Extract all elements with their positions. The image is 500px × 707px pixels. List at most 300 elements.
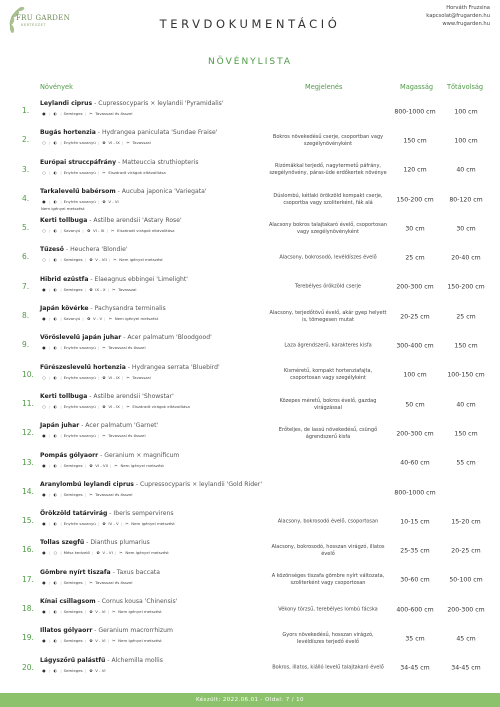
logo-text: FRU GARDEN (16, 14, 71, 22)
plant-name: Kínai csillagsom - Cornus kousa 'Chinensis' (40, 598, 178, 606)
scissors-icon: ✂ (125, 521, 129, 527)
plant-care-info: ● | ◐ | Enyhén savanyú | ✂ Tavasszal és ősszel (42, 433, 146, 439)
soil-type: Semleges (63, 609, 83, 615)
scissors-icon: ✂ (102, 169, 106, 175)
plant-latin-name: Matteuccia struthiopteris (122, 158, 199, 166)
soil-type: Semleges (63, 111, 83, 116)
plant-care-info: ● | ◐ | Semleges | ✿ V - VI (42, 667, 106, 673)
light-need-icon: ◐ (53, 198, 58, 204)
light-need-icon: ◐ (53, 140, 58, 146)
contact-website[interactable]: www.frugarden.hu (442, 21, 490, 28)
document-title: TERVDOKUMENTÁCIÓ (159, 17, 341, 31)
plant-common-name: Lágyszőrű palástfű (40, 656, 106, 664)
water-need-icon: ○ (42, 403, 46, 409)
soil-type: Enyhén savanyú (63, 374, 96, 380)
plant-spread: 40 cm (456, 401, 476, 409)
light-need-icon: ◐ (53, 257, 58, 263)
bloom-period: V - V (92, 316, 103, 322)
plant-spread: 55 cm (456, 459, 476, 467)
page-header (0, 0, 500, 46)
flower-icon: ✿ (89, 667, 93, 673)
pruning-note: Nem igényel metszést (125, 550, 169, 556)
plant-common-name: Gömbre nyírt tiszafa (40, 568, 111, 576)
plant-care-info: ○ | ◐ | Savanyú | ✿ VI - IX | ✂ Elszáradt virágok eltávolítása (42, 228, 175, 234)
plant-height: 200-300 cm (396, 430, 434, 438)
plant-name: Tarkalevelű babérsom - Aucuba japonica 'Variegata' (40, 187, 207, 195)
plant-common-name: Kerti tollbuga (40, 217, 88, 225)
plant-care-info: ● | ◐ | Semleges | ✿ IX - X | ✂ Tavasszal (42, 286, 137, 292)
plant-height: 40-60 cm (400, 459, 430, 467)
table-row (0, 566, 500, 595)
row-number: 20. (22, 662, 34, 672)
plant-height: 150 cm (403, 137, 427, 145)
table-row (0, 126, 500, 155)
water-need-icon: ● (42, 521, 46, 527)
row-number: 4. (22, 193, 30, 203)
plant-name: Japán juhar - Acer palmatum 'Garnet' (40, 422, 159, 430)
plant-description: Gyors növekedésű, hosszan virágzó, levéldíszes terjedő évelő (282, 631, 374, 645)
plant-care-info: ○ | ◐ | Enyhén savanyú | ✿ VI - IX | ✂ Tavasszal (42, 374, 151, 380)
table-row (0, 331, 500, 360)
table-row (0, 361, 500, 390)
column-header-spread: Tőtávolság (447, 83, 484, 91)
light-need-icon: ◐ (53, 228, 58, 234)
water-need-icon: ● (42, 491, 46, 497)
plant-height: 34-45 cm (400, 664, 430, 672)
plant-height: 20-25 cm (400, 313, 430, 321)
bloom-period: VI - IX (108, 403, 120, 409)
plant-latin-name: Astilbe arendsii 'Astary Rose' (93, 217, 182, 225)
flower-icon: ✿ (102, 403, 106, 409)
table-row (0, 214, 500, 243)
row-number: 17. (22, 574, 34, 584)
plant-spread: 150 cm (454, 342, 478, 350)
plant-description: Kisméretű, kompakt hortenziafajta, csoportosan vagy szegélyként (283, 368, 373, 382)
water-need-icon: ● (42, 111, 46, 116)
plant-description: Alacsony, terjedőtövű évelő, akár gyep helyett is, tömegesen mutat (269, 309, 387, 323)
plant-latin-name: Cornus kousa 'Chinensis' (101, 598, 178, 606)
plant-name: Hibrid ezüstfa - Elaeagnus ebbingei 'Limelight' (40, 275, 188, 283)
plant-common-name: Kínai csillagsom (40, 598, 96, 606)
plant-latin-name: Hydrangea paniculata 'Sundae Fraise' (101, 129, 218, 137)
plant-spread: 100 cm (454, 108, 478, 116)
plant-care-info: ● | ◐ | Semleges | ✿ V - VI | ✂ Nem igényel metszést (42, 638, 162, 644)
plant-common-name: Tarkalevelű babérsom (40, 187, 116, 195)
flower-icon: ✿ (96, 550, 100, 556)
flower-icon: ✿ (102, 521, 106, 527)
table-row (0, 654, 500, 683)
light-need-icon: ◐ (53, 462, 58, 468)
table-row (0, 302, 500, 331)
row-number: 8. (22, 311, 30, 321)
plant-care-info: ● | ◐ | Semleges | ✿ V - VI | ✂ Nem igényel metszést (42, 609, 162, 615)
plant-name: Európai struccpáfrány - Matteuccia struthiopteris (40, 158, 199, 166)
plant-description: Terebélyes örökzöld cserje (295, 283, 361, 290)
plant-care-info: ● | ○ | Mész kedvelő | ✿ V - VI | ✂ Nem igényel metszést (42, 550, 169, 556)
row-number: 6. (22, 252, 30, 262)
plant-latin-name: Heuchera 'Blondie' (70, 246, 128, 254)
plant-name: Japán kövérke - Pachysandra terminalis (40, 305, 166, 313)
plant-height: 100 cm (403, 371, 427, 379)
soil-type: Savanyú (63, 228, 81, 234)
plant-spread: 100 cm (454, 137, 478, 145)
water-need-icon: ○ (42, 140, 46, 146)
row-number: 7. (22, 281, 30, 291)
pruning-note-secondary: Nem igényel metszést (41, 205, 85, 211)
plant-height: 150-200 cm (396, 196, 434, 204)
soil-type: Semleges (63, 579, 83, 585)
plant-name: Kerti tollbuga - Astilbe arendsii 'Astary Rose' (40, 217, 182, 225)
flower-icon: ✿ (89, 286, 93, 292)
water-need-icon: ● (42, 638, 46, 644)
plant-name: Örökzöld tatárvirág - Iberis sempervirens (40, 510, 174, 518)
column-header-notes: Megjelenés (305, 83, 343, 91)
plant-common-name: Európai struccpáfrány (40, 158, 117, 166)
bloom-period: VI - IX (92, 228, 105, 234)
plant-spread: 20-25 cm (451, 547, 481, 555)
plant-care-info: ○ | ◐ | Enyhén savanyú | ✿ VI - IX | ✂ Elszáradt virágok eltávolítása (42, 403, 190, 409)
table-row (0, 185, 500, 214)
column-header-plants: Növények (40, 83, 73, 91)
contact-name: Horváth Fruzsina (446, 5, 490, 11)
pruning-note: Nem igényel metszést (118, 609, 162, 615)
plant-description: Alacsony bokros talajtakaró évelő, csoportosan vagy szegélynövényként (269, 221, 387, 235)
plant-name: Illatos gólyaorr - Geranium macrorrhizum (40, 627, 173, 635)
light-need-icon: ◐ (53, 638, 58, 644)
pruning-note: Nem igényel metszést (120, 462, 164, 468)
row-number: 2. (22, 135, 30, 145)
pruning-note: Tavasszal és ősszel (95, 491, 133, 497)
row-number: 18. (22, 604, 34, 614)
plant-care-info: ○ | ◐ | Enyhén savanyú | ✿ VI - IX | ✂ Tavasszal (42, 140, 151, 146)
light-need-icon: ◐ (53, 521, 58, 527)
plant-spread: 34-45 cm (451, 664, 481, 672)
bloom-period: V - VII (95, 257, 107, 263)
scissors-icon: ✂ (89, 579, 93, 585)
scissors-icon: ✂ (112, 638, 116, 644)
light-need-icon: ◐ (53, 111, 58, 116)
soil-type: Semleges (63, 491, 83, 497)
soil-type: Enyhén savanyú (63, 521, 96, 527)
plant-height: 25-35 cm (400, 547, 430, 555)
bloom-period: V - VI (102, 550, 113, 556)
plant-latin-name: Hydrangea serrata 'Bluebird' (131, 363, 220, 371)
scissors-icon: ✂ (89, 491, 93, 497)
water-need-icon: ● (42, 579, 46, 585)
flower-icon: ✿ (89, 257, 93, 263)
table-row (0, 449, 500, 478)
plant-spread: 40 cm (456, 166, 476, 174)
plant-care-info: ● | ◐ | Enyhén savanyú | ✂ Tavasszal és ősszel (42, 345, 146, 351)
plant-height: 200-300 cm (396, 283, 434, 291)
row-number: 15. (22, 516, 34, 526)
plant-common-name: Hibrid ezüstfa (40, 275, 89, 283)
pruning-note: Nem igényel metszést (119, 257, 163, 263)
water-need-icon: ● (42, 550, 46, 556)
table-row (0, 97, 500, 126)
soil-type: Enyhén savanyú (63, 433, 96, 439)
row-number: 13. (22, 457, 34, 467)
pruning-note: Tavasszal és ősszel (108, 433, 146, 439)
flower-icon: ✿ (102, 198, 106, 204)
light-need-icon: ◐ (53, 286, 58, 292)
bloom-period: V - VI (95, 667, 106, 673)
plant-care-info: ○ | ◐ | Semleges | ✿ V - VII | ✂ Nem igényel metszést (42, 257, 163, 263)
plant-name: Lágyszőrű palástfű - Alchemilla mollis (40, 656, 163, 664)
plant-name: Leylandi ciprus - Cupressocyparis × leylandii 'Pyramidalis' (40, 100, 224, 107)
scissors-icon: ✂ (102, 433, 106, 439)
plant-common-name: Vöröslevelű japán juhar (40, 334, 122, 342)
plant-spread: 150-200 cm (447, 283, 485, 291)
scissors-icon: ✂ (112, 609, 116, 615)
scissors-icon: ✂ (113, 257, 117, 263)
pruning-note: Elszáradt virágok eltávolítása (132, 403, 190, 409)
soil-type: Enyhén savanyú (63, 403, 96, 409)
water-need-icon: ○ (42, 228, 46, 234)
soil-type: Semleges (63, 257, 83, 263)
row-number: 1. (22, 106, 30, 115)
plant-latin-name: Acer palmatum 'Garnet' (85, 422, 159, 430)
water-need-icon: ● (42, 433, 46, 439)
row-number: 11. (22, 398, 34, 408)
flower-icon: ✿ (89, 609, 93, 615)
plant-spread: 100-150 cm (447, 371, 485, 379)
plant-common-name: Örökzöld tatárvirág (40, 510, 108, 518)
plant-latin-name: Pachysandra terminalis (94, 305, 166, 313)
pruning-note: Tavasszal és ősszel (95, 111, 133, 116)
soil-type: Mész kedvelő (63, 550, 90, 556)
plant-latin-name: Aucuba japonica 'Variegata' (121, 187, 207, 195)
light-need-icon: ◐ (53, 667, 58, 673)
water-need-icon: ● (42, 345, 46, 351)
plant-table (0, 97, 500, 683)
plant-spread: 25 cm (456, 313, 476, 321)
light-need-icon: ◐ (53, 316, 58, 322)
light-need-icon: ◐ (53, 491, 58, 497)
plant-latin-name: Alchemilla mollis (111, 656, 163, 664)
plant-description: Alacsony, bokrosodó, levéldíszes évelő (279, 254, 377, 261)
plant-common-name: Pompás gólyaorr (40, 451, 99, 459)
pruning-note: Nem igényel metszést (118, 638, 162, 644)
plant-height: 120 cm (403, 166, 427, 174)
section-title: NÖVÉNYLISTA (207, 57, 293, 67)
plant-height: 300-400 cm (396, 342, 434, 350)
plant-spread: 200-300 cm (447, 606, 485, 614)
plant-description: A közönséges tiszafa gömbre nyírt változata, szoliterként vagy csoportosan (271, 573, 385, 587)
bloom-period: VI - VII (95, 462, 108, 468)
light-need-icon: ◐ (53, 169, 58, 175)
scissors-icon: ✂ (126, 403, 130, 409)
plant-spread: 80-120 cm (449, 196, 483, 204)
pruning-note: Tavasszal (132, 374, 151, 380)
plant-description: Bokros növekedésű cserje, csoportban vagy szegélynövényként (272, 133, 384, 147)
plant-care-info: ● | ◐ | Savanyú | ✿ V - V | ✂ Nem igényel metszést (42, 316, 159, 322)
table-row (0, 156, 500, 185)
flower-icon: ✿ (102, 374, 106, 380)
plant-common-name: Fűrészeslevelű hortenzia (40, 363, 126, 371)
light-need-icon: ○ (53, 550, 58, 556)
row-number: 16. (22, 545, 34, 555)
plant-latin-name: Acer palmatum 'Bloodgood' (127, 334, 212, 342)
scissors-icon: ✂ (119, 550, 123, 556)
plant-care-info: ● | ◐ | Enyhén savanyú | ✿ IV - V | ✂ Nem igényel metszést (42, 521, 175, 527)
row-number: 9. (22, 340, 30, 350)
soil-type: Semleges (63, 667, 83, 673)
bloom-period: V - VI (95, 638, 106, 644)
plant-care-info: ● | ◐ | Semleges | ✂ Tavasszal és ősszel (42, 491, 133, 497)
water-need-icon: ○ (42, 374, 46, 380)
plant-description: Közepes méretű, bokros évelő, gazdag virágzással (279, 397, 377, 411)
plant-common-name: Tűzeső (40, 246, 64, 254)
plant-latin-name: Elaeagnus ebbingei 'Limelight' (94, 275, 188, 283)
logo-subtext: KERTÉSZET (21, 23, 47, 27)
soil-type: Semleges (63, 462, 83, 468)
water-need-icon: ○ (42, 169, 46, 175)
plant-name: Kerti tollbuga - Astilbe arendsii 'Showstar' (40, 392, 174, 400)
plant-latin-name: Geranium macrorrhizum (98, 627, 173, 635)
scissors-icon: ✂ (111, 228, 115, 234)
plant-common-name: Japán juhar (40, 422, 80, 430)
plant-name: Gömbre nyírt tiszafa - Taxus baccata (40, 568, 160, 576)
plant-description: Erőteljes, de lassú növekedésű, csüngő ágrendszerű kisfa (278, 426, 378, 440)
plant-description: Vékony törzsű, terebélyes lombú fácska (278, 606, 378, 613)
plant-height: 800-1000 cm (394, 108, 436, 116)
plant-description: Dúslombú, kétlaki örökzöld kompakt cserje, csoportba vagy szoliterként, fák alá (273, 192, 383, 206)
pruning-note: Nem igényel metszést (131, 521, 175, 527)
bloom-period: VI - IX (108, 140, 120, 146)
flower-icon: ✿ (89, 462, 93, 468)
pruning-note: Tavasszal és ősszel (108, 345, 146, 351)
table-row (0, 273, 500, 302)
table-row (0, 595, 500, 624)
light-need-icon: ◐ (53, 374, 58, 380)
plant-common-name: Kerti tollbuga (40, 392, 88, 400)
table-row (0, 536, 500, 565)
scissors-icon: ✂ (102, 345, 106, 351)
plant-care-info: ○ | ◐ | Enyhén savanyú | ✂ Elszáradt virágok eltávolítása (42, 169, 166, 175)
plant-latin-name: Geranium × magnificum (104, 451, 180, 459)
plant-common-name: Tollas szegfű (40, 539, 85, 547)
flower-icon: ✿ (89, 638, 93, 644)
plant-name: Fűrészeslevelű hortenzia - Hydrangea serrata 'Bluebird' (40, 363, 220, 371)
pruning-note: Tavasszal és ősszel (95, 579, 133, 585)
table-row (0, 390, 500, 419)
flower-icon: ✿ (87, 228, 91, 234)
plant-care-info: ● | ◐ | Enyhén savanyú | ✿ V - VI Nem igényel metszést (41, 198, 119, 211)
plant-common-name: Leylandi ciprus (40, 100, 93, 107)
plant-description: Laza ágrendszerű, karakteres kisfa (284, 342, 372, 349)
pruning-note: Elszáradt virágok eltávolítása (117, 228, 175, 234)
scissors-icon: ✂ (114, 462, 118, 468)
table-row (0, 624, 500, 653)
plant-name: Bugás hortenzia - Hydrangea paniculata 'Sundae Fraise' (40, 129, 218, 137)
soil-type: Enyhén savanyú (63, 140, 96, 146)
light-need-icon: ◐ (53, 433, 58, 439)
plant-spread: 45 cm (456, 635, 476, 643)
plant-height: 30-60 cm (400, 576, 430, 584)
plant-name: Pompás gólyaorr - Geranium × magnificum (40, 451, 180, 459)
plant-height: 30 cm (405, 225, 425, 233)
light-need-icon: ◐ (53, 579, 58, 585)
plant-height: 10-15 cm (400, 518, 430, 526)
table-row (0, 507, 500, 536)
row-number: 10. (22, 369, 34, 379)
light-need-icon: ◐ (53, 403, 58, 409)
row-number: 5. (22, 223, 30, 233)
plant-latin-name: Cupressocyparis × leylandii 'Pyramidalis' (98, 100, 224, 107)
water-need-icon: ● (42, 316, 46, 322)
flower-icon: ✿ (87, 316, 91, 322)
plant-care-info: ● | ◐ | Semleges | ✿ VI - VII | ✂ Nem igényel metszést (42, 462, 164, 468)
plant-common-name: Bugás hortenzia (40, 129, 96, 137)
soil-type: Semleges (63, 286, 83, 292)
row-number: 19. (22, 633, 34, 643)
light-need-icon: ◐ (53, 609, 58, 615)
plant-latin-name: Taxus baccata (116, 568, 160, 576)
table-row (0, 243, 500, 272)
plant-description: Rizómákkal terjedő, nagytermetű páfrány, szegélynövény, páras-üde erdőkertek növénye (269, 163, 387, 177)
plant-spread: 15-20 cm (451, 518, 481, 526)
plant-spread: 150 cm (454, 430, 478, 438)
flower-icon: ✿ (102, 140, 106, 146)
water-need-icon: ● (42, 198, 46, 204)
soil-type: Savanyú (63, 316, 81, 322)
plant-description: Bokros, illatos, kiálló levelű talajtakaró évelő (272, 664, 384, 671)
table-row (0, 419, 500, 448)
plant-latin-name: Dianthus plumarius (90, 539, 150, 547)
soil-type: Enyhén savanyú (63, 198, 96, 204)
plant-care-info: ● | ◐ | Semleges | ✂ Tavasszal és ősszel (42, 579, 133, 585)
scissors-icon: ✂ (112, 286, 116, 292)
plant-name: Vöröslevelű japán juhar - Acer palmatum 'Bloodgood' (40, 334, 212, 342)
bloom-period: VI - IX (108, 374, 120, 380)
water-need-icon: ● (42, 609, 46, 615)
contact-email[interactable]: kapcsolat@frugarden.hu (426, 13, 490, 20)
pruning-note: Tavasszal (132, 140, 151, 146)
plant-name: Tűzeső - Heuchera 'Blondie' (40, 246, 128, 254)
plant-description: Alacsony, bokrosodó, hosszan virágzó, illatos évelő (271, 544, 385, 558)
soil-type: Enyhén savanyú (63, 345, 96, 351)
plant-description: Alacsony, bokrosodó évelő, csoportosan (277, 518, 379, 525)
bloom-period: V - VI (108, 198, 119, 204)
plant-spread: 30 cm (456, 225, 476, 233)
water-need-icon: ● (42, 462, 46, 468)
pruning-note: Nem igényel metszést (114, 316, 159, 322)
plant-common-name: Aranylombú leylandi ciprus (40, 480, 134, 488)
column-header-height: Magasság (400, 83, 434, 91)
water-need-icon: ● (42, 667, 46, 673)
plant-spread: 20-40 cm (451, 254, 481, 262)
row-number: 12. (22, 428, 34, 438)
plant-height: 50 cm (405, 401, 425, 409)
plant-latin-name: Cupressocyparis × leylandii 'Gold Rider' (140, 480, 262, 488)
plant-latin-name: Iberis sempervirens (113, 510, 174, 518)
water-need-icon: ● (42, 286, 46, 292)
water-need-icon: ○ (42, 257, 46, 263)
plant-common-name: Illatos gólyaorr (40, 627, 93, 635)
contact-info (426, 4, 490, 29)
table-row (0, 478, 500, 507)
plant-height: 35 cm (405, 635, 425, 643)
plant-height: 800-1000 cm (394, 489, 436, 496)
plant-care-info: ● | ◐ | Semleges | ✂ Tavasszal és ősszel (42, 111, 133, 116)
plant-name: Aranylombú leylandi ciprus - Cupressocyparis × leylandii 'Gold Rider' (40, 480, 262, 488)
plant-height: 25 cm (405, 254, 425, 262)
pruning-note: Tavasszal (118, 286, 137, 292)
scissors-icon: ✂ (126, 374, 130, 380)
soil-type: Enyhén savanyú (63, 169, 96, 175)
row-number: 14. (22, 486, 34, 496)
